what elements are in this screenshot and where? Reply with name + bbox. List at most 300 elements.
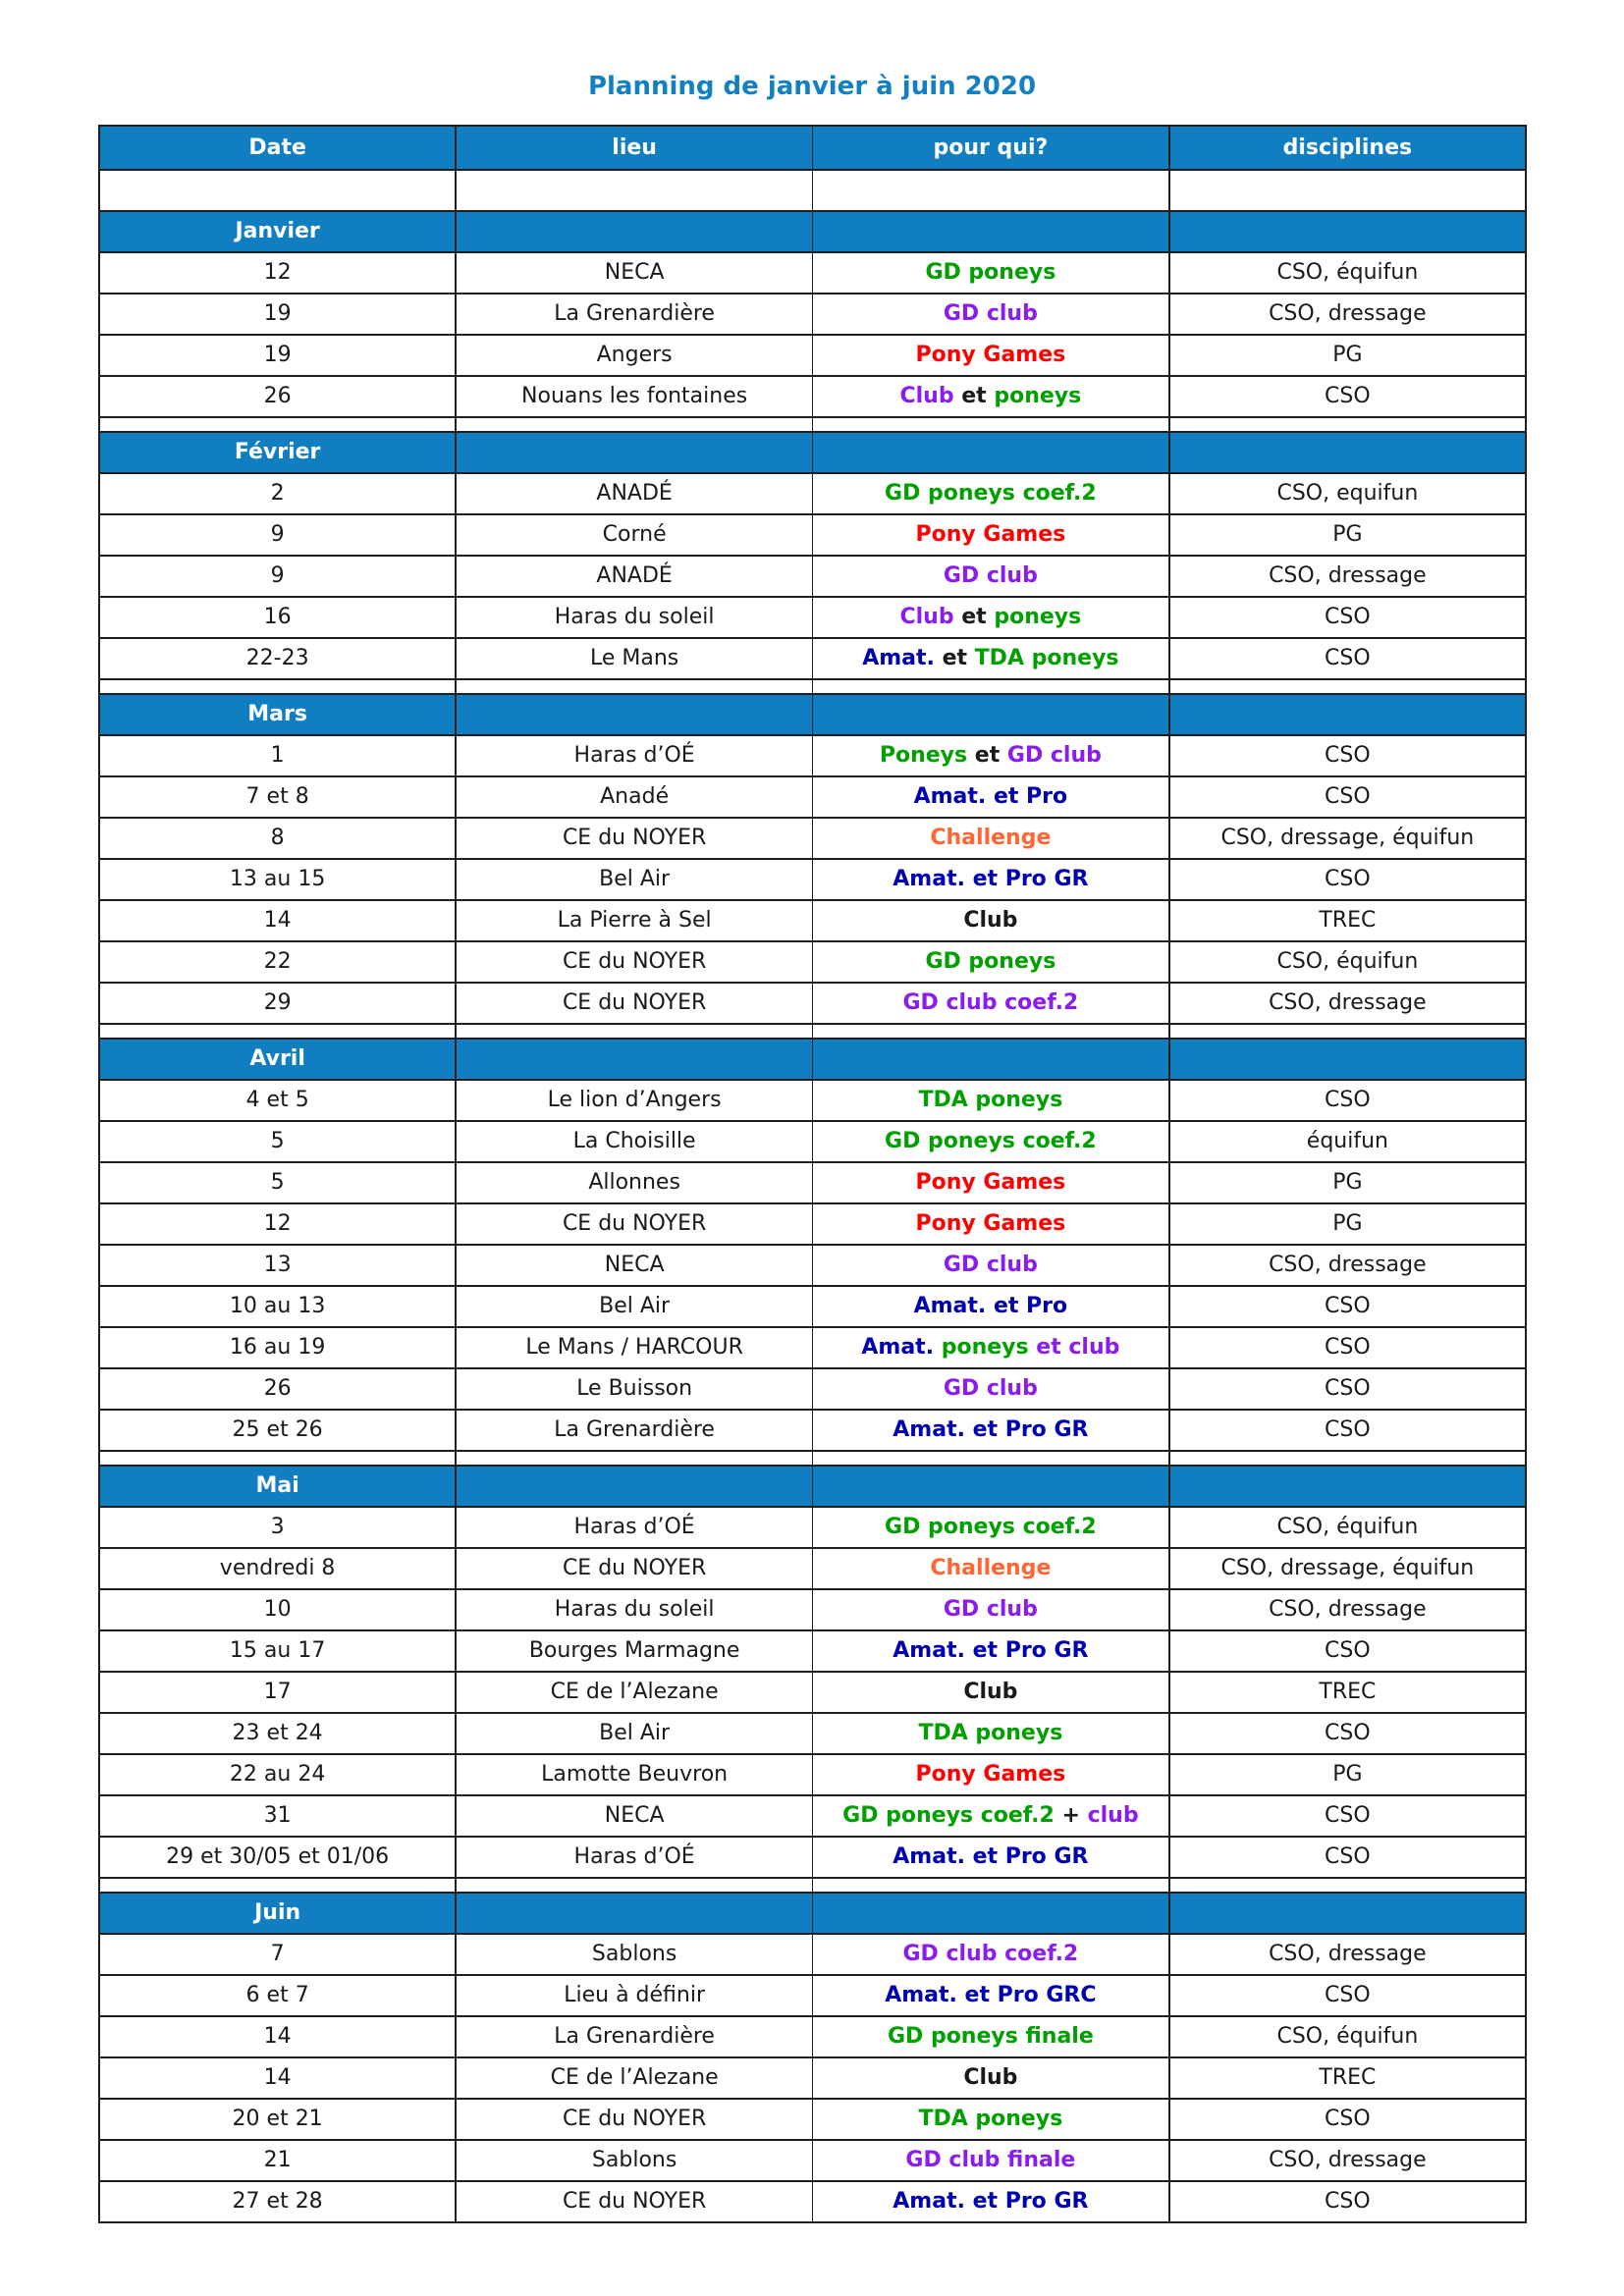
cell-pour-qui [813,556,1169,597]
table-row [99,1837,1526,1878]
spacer-cell [99,1024,456,1039]
cell-pour-qui [813,1507,1169,1548]
cell-disciplines: CSO [1169,2181,1526,2222]
audience-segment: GD poneys coef.2 [885,1515,1097,1539]
month-header-row [99,1466,1526,1507]
cell-lieu: Angers [456,335,812,376]
table-row [99,1589,1526,1630]
audience-segment: Pony Games [915,343,1066,367]
cell-disciplines: PG [1169,1162,1526,1203]
cell-lieu: Bel Air [456,1286,812,1327]
column-header-disciplines: disciplines [1169,126,1526,170]
cell-date: 2 [99,473,456,514]
table-row [99,1080,1526,1121]
cell-pour-qui [813,1672,1169,1713]
cell-pour-qui [813,1713,1169,1754]
cell-pour-qui [813,776,1169,818]
cell-date: 25 et 26 [99,1410,456,1451]
cell-lieu: Le Mans / HARCOUR [456,1327,812,1368]
cell-date: 19 [99,294,456,335]
cell-disciplines: CSO [1169,1713,1526,1754]
month-name: Mai [99,1466,456,1507]
month-header-row [99,432,1526,473]
cell-pour-qui [813,983,1169,1024]
spacer-cell [813,1024,1169,1039]
cell-pour-qui [813,1368,1169,1410]
cell-disciplines: CSO, équifun [1169,252,1526,294]
cell-lieu: CE du NOYER [456,2099,812,2140]
cell-lieu: Corné [456,514,812,556]
month-name: Mars [99,694,456,735]
table-row [99,1327,1526,1368]
cell-disciplines: CSO [1169,638,1526,679]
month-header-empty-cell [1169,1039,1526,1080]
audience-segment: GD poneys coef.2 [842,1803,1055,1828]
cell-pour-qui [813,1327,1169,1368]
month-header-row [99,211,1526,252]
cell-lieu: La Pierre à Sel [456,900,812,941]
month-header-row [99,694,1526,735]
cell-disciplines: CSO [1169,1410,1526,1451]
audience-segment: Amat. et Pro GRC [885,1983,1097,2007]
cell-date: 14 [99,2057,456,2099]
cell-disciplines: CSO [1169,1080,1526,1121]
audience-segment: poneys [994,605,1082,629]
cell-pour-qui [813,941,1169,983]
spacer-cell [1169,1024,1526,1039]
table-row [99,859,1526,900]
audience-segment: Amat. et Pro GR [893,1417,1089,1442]
cell-pour-qui [813,638,1169,679]
spacer-cell [813,1451,1169,1466]
month-header-empty-cell [1169,211,1526,252]
audience-segment: Pony Games [915,1211,1066,1236]
cell-date: 7 et 8 [99,776,456,818]
cell-disciplines: CSO, dressage [1169,556,1526,597]
month-header-empty-cell [456,211,812,252]
cell-pour-qui [813,2057,1169,2099]
cell-disciplines: CSO, dressage [1169,1245,1526,1286]
spacer-cell [1169,1451,1526,1466]
cell-date: 14 [99,900,456,941]
spacer-row [99,679,1526,694]
cell-pour-qui [813,1203,1169,1245]
cell-pour-qui [813,473,1169,514]
cell-pour-qui [813,514,1169,556]
spacer-row [99,1024,1526,1039]
blank-cell [813,170,1169,211]
cell-lieu: CE du NOYER [456,818,812,859]
audience-segment: poneys [994,384,1082,408]
table-row [99,1713,1526,1754]
cell-pour-qui [813,1795,1169,1837]
audience-segment: Amat. et Pro GR [893,1638,1089,1663]
table-body [99,170,1526,2222]
cell-date: 22 [99,941,456,983]
audience-segment: Amat. et Pro GR [893,2189,1089,2214]
table-row [99,2140,1526,2181]
cell-pour-qui [813,1245,1169,1286]
column-header-date: Date [99,126,456,170]
month-header-empty-cell [456,432,812,473]
audience-segment: Amat. et Pro [913,784,1068,809]
audience-segment: TDA poneys [918,1088,1063,1112]
table-row [99,597,1526,638]
spacer-cell [1169,679,1526,694]
cell-pour-qui [813,1934,1169,1975]
table-row [99,376,1526,417]
cell-date: 16 au 19 [99,1327,456,1368]
audience-segment: Club [963,2065,1018,2090]
cell-date: 22-23 [99,638,456,679]
cell-pour-qui [813,1975,1169,2016]
audience-segment: GD club [1006,743,1102,768]
spacer-cell [99,1878,456,1893]
audience-segment: et [967,743,1007,768]
cell-date: 13 au 15 [99,859,456,900]
month-header-empty-cell [1169,1466,1526,1507]
cell-date: 12 [99,252,456,294]
cell-disciplines: CSO, dressage [1169,1934,1526,1975]
month-name: Avril [99,1039,456,1080]
cell-date: 29 [99,983,456,1024]
cell-disciplines: CSO, dressage [1169,294,1526,335]
table-row [99,1162,1526,1203]
table-row [99,941,1526,983]
cell-date: 12 [99,1203,456,1245]
cell-pour-qui [813,335,1169,376]
cell-date: 17 [99,1672,456,1713]
table-row [99,818,1526,859]
cell-disciplines: CSO [1169,1795,1526,1837]
cell-pour-qui [813,2140,1169,2181]
audience-segment: Challenge [930,826,1052,850]
spacer-cell [813,679,1169,694]
cell-lieu: Bel Air [456,1713,812,1754]
audience-segment: Amat. et Pro GR [893,867,1089,891]
cell-date: 4 et 5 [99,1080,456,1121]
table-row [99,556,1526,597]
cell-pour-qui [813,1630,1169,1672]
cell-pour-qui [813,1589,1169,1630]
table-row [99,1630,1526,1672]
audience-segment: Pony Games [915,1762,1066,1787]
spacer-cell [456,417,812,432]
table-row [99,900,1526,941]
spacer-cell [1169,417,1526,432]
cell-disciplines: CSO [1169,859,1526,900]
audience-segment: et [953,605,995,629]
cell-disciplines: CSO [1169,1327,1526,1368]
table-row [99,2057,1526,2099]
spacer-row [99,1878,1526,1893]
spacer-cell [456,1451,812,1466]
cell-date: 31 [99,1795,456,1837]
month-header-empty-cell [456,1893,812,1934]
cell-disciplines: PG [1169,1754,1526,1795]
audience-segment: poneys [934,1335,1029,1360]
cell-lieu: Sablons [456,2140,812,2181]
column-header-lieu: lieu [456,126,812,170]
table-row [99,2099,1526,2140]
month-header-empty-cell [456,694,812,735]
table-row [99,735,1526,776]
cell-lieu: ANADÉ [456,473,812,514]
cell-date: 27 et 28 [99,2181,456,2222]
cell-lieu: CE de l’Alezane [456,1672,812,1713]
cell-disciplines: CSO [1169,376,1526,417]
cell-disciplines: PG [1169,335,1526,376]
spacer-row [99,417,1526,432]
header-row [99,126,1526,170]
month-header-empty-cell [1169,1893,1526,1934]
cell-disciplines: CSO, équifun [1169,1507,1526,1548]
cell-date: 7 [99,1934,456,1975]
month-name: Juin [99,1893,456,1934]
month-header-empty-cell [813,432,1169,473]
cell-disciplines: TREC [1169,2057,1526,2099]
spacer-cell [99,679,456,694]
audience-segment: Club [963,1680,1018,1704]
month-header-empty-cell [813,694,1169,735]
month-header-empty-cell [1169,694,1526,735]
cell-date: 9 [99,556,456,597]
spacer-cell [99,1451,456,1466]
blank-cell [99,170,456,211]
audience-segment: Club [963,908,1018,933]
audience-segment: Amat. [862,646,935,670]
audience-segment: et [934,646,975,670]
cell-date: 26 [99,1368,456,1410]
cell-lieu: Haras du soleil [456,1589,812,1630]
cell-disciplines: CSO, dressage [1169,983,1526,1024]
cell-date: 23 et 24 [99,1713,456,1754]
cell-lieu: CE de l’Alezane [456,2057,812,2099]
cell-date: 15 au 17 [99,1630,456,1672]
cell-pour-qui [813,1410,1169,1451]
table-row [99,638,1526,679]
cell-disciplines: CSO, dressage [1169,2140,1526,2181]
cell-pour-qui [813,252,1169,294]
table-row [99,1507,1526,1548]
cell-pour-qui [813,2181,1169,2222]
cell-disciplines: CSO, équifun [1169,2016,1526,2057]
cell-lieu: Haras du soleil [456,597,812,638]
table-row [99,1754,1526,1795]
audience-segment: GD club [943,301,1038,326]
cell-pour-qui [813,735,1169,776]
audience-segment: + [1054,1803,1088,1828]
cell-lieu: CE du NOYER [456,1548,812,1589]
cell-lieu: La Grenardière [456,294,812,335]
month-header-empty-cell [813,1893,1169,1934]
cell-pour-qui [813,2099,1169,2140]
cell-date: 13 [99,1245,456,1286]
table-row [99,1548,1526,1589]
cell-date: 10 [99,1589,456,1630]
cell-lieu: Sablons [456,1934,812,1975]
cell-lieu: Le Mans [456,638,812,679]
table-row [99,1121,1526,1162]
cell-date: 29 et 30/05 et 01/06 [99,1837,456,1878]
cell-disciplines: CSO, dressage [1169,1589,1526,1630]
table-row [99,1410,1526,1451]
cell-pour-qui [813,294,1169,335]
cell-disciplines: CSO [1169,1630,1526,1672]
cell-date: 14 [99,2016,456,2057]
cell-lieu: CE du NOYER [456,983,812,1024]
audience-segment: GD club finale [905,2148,1076,2172]
cell-pour-qui [813,2016,1169,2057]
audience-segment: Club [899,605,954,629]
cell-date: 8 [99,818,456,859]
month-header-row [99,1039,1526,1080]
cell-lieu: NECA [456,1795,812,1837]
spacer-cell [813,1878,1169,1893]
cell-date: 10 au 13 [99,1286,456,1327]
cell-disciplines: équifun [1169,1121,1526,1162]
audience-segment: GD club [943,563,1038,588]
audience-segment: Pony Games [915,522,1066,547]
audience-segment: GD poneys coef.2 [885,481,1097,506]
cell-pour-qui [813,818,1169,859]
cell-lieu: Anadé [456,776,812,818]
cell-lieu: Le Buisson [456,1368,812,1410]
table-row [99,1672,1526,1713]
page-title: Planning de janvier à juin 2020 [587,72,1037,101]
table-row [99,514,1526,556]
cell-date: 9 [99,514,456,556]
cell-disciplines: PG [1169,1203,1526,1245]
table-row [99,1245,1526,1286]
audience-segment: Amat. et Pro [913,1294,1068,1318]
audience-segment: Challenge [930,1556,1052,1580]
month-header-empty-cell [813,1039,1169,1080]
spacer-cell [456,1878,812,1893]
cell-date: 16 [99,597,456,638]
cell-disciplines: TREC [1169,1672,1526,1713]
cell-lieu: La Choisille [456,1121,812,1162]
cell-lieu: Haras d’OÉ [456,735,812,776]
cell-lieu: CE du NOYER [456,941,812,983]
audience-segment: et club [1028,1335,1120,1360]
table-row [99,2016,1526,2057]
cell-disciplines: CSO, équifun [1169,941,1526,983]
month-name: Janvier [99,211,456,252]
audience-segment: Amat. et Pro GR [893,1844,1089,1869]
cell-pour-qui [813,1080,1169,1121]
month-header-empty-cell [456,1039,812,1080]
table-row [99,1286,1526,1327]
spacer-cell [456,1024,812,1039]
cell-pour-qui [813,1548,1169,1589]
cell-disciplines: PG [1169,514,1526,556]
spacer-cell [813,417,1169,432]
audience-segment: GD club [943,1376,1038,1401]
spacer-row [99,1451,1526,1466]
cell-date: 3 [99,1507,456,1548]
cell-date: vendredi 8 [99,1548,456,1589]
cell-disciplines: CSO [1169,1286,1526,1327]
audience-segment: GD club [943,1597,1038,1622]
cell-lieu: Haras d’OÉ [456,1837,812,1878]
audience-segment: Club [899,384,954,408]
cell-date: 5 [99,1162,456,1203]
audience-segment: GD club coef.2 [902,990,1079,1015]
column-header-pour-qui: pour qui? [813,126,1169,170]
month-header-row [99,1893,1526,1934]
table-row [99,1975,1526,2016]
table-row [99,1795,1526,1837]
table-row [99,983,1526,1024]
cell-date: 5 [99,1121,456,1162]
cell-lieu: Bourges Marmagne [456,1630,812,1672]
blank-cell [456,170,812,211]
spacer-cell [456,679,812,694]
cell-lieu: NECA [456,252,812,294]
table-row [99,1934,1526,1975]
table-row [99,335,1526,376]
cell-pour-qui [813,1754,1169,1795]
cell-lieu: CE du NOYER [456,1203,812,1245]
table-row [99,473,1526,514]
table-header [99,126,1526,170]
audience-segment: TDA poneys [918,2107,1063,2131]
audience-segment: et [953,384,995,408]
cell-lieu: Lieu à définir [456,1975,812,2016]
cell-date: 26 [99,376,456,417]
spacer-cell [99,417,456,432]
audience-segment: GD club [943,1253,1038,1277]
table-row [99,294,1526,335]
cell-disciplines: CSO, dressage, équifun [1169,818,1526,859]
cell-disciplines: CSO, dressage, équifun [1169,1548,1526,1589]
audience-segment: GD club coef.2 [902,1942,1079,1966]
spacer-cell [1169,1878,1526,1893]
audience-segment: GD poneys coef.2 [885,1129,1097,1153]
month-header-empty-cell [456,1466,812,1507]
cell-lieu: Allonnes [456,1162,812,1203]
month-header-empty-cell [1169,432,1526,473]
audience-segment: GD poneys finale [887,2024,1094,2049]
cell-lieu: Le lion d’Angers [456,1080,812,1121]
cell-pour-qui [813,1286,1169,1327]
cell-pour-qui [813,900,1169,941]
cell-lieu: La Grenardière [456,2016,812,2057]
audience-segment: Pony Games [915,1170,1066,1195]
table-row [99,1203,1526,1245]
month-header-empty-cell [813,211,1169,252]
blank-cell [1169,170,1526,211]
cell-date: 21 [99,2140,456,2181]
cell-disciplines: CSO [1169,1975,1526,2016]
month-header-empty-cell [813,1466,1169,1507]
audience-segment: TDA poneys [974,646,1119,670]
audience-segment: Poneys [879,743,968,768]
cell-disciplines: CSO [1169,776,1526,818]
cell-disciplines: CSO [1169,735,1526,776]
cell-pour-qui [813,1121,1169,1162]
cell-disciplines: CSO [1169,1837,1526,1878]
cell-date: 19 [99,335,456,376]
table-row [99,776,1526,818]
cell-disciplines: CSO [1169,1368,1526,1410]
cell-date: 1 [99,735,456,776]
cell-date: 6 et 7 [99,1975,456,2016]
audience-segment: club [1087,1803,1139,1828]
cell-disciplines: CSO, equifun [1169,473,1526,514]
cell-lieu: Bel Air [456,859,812,900]
